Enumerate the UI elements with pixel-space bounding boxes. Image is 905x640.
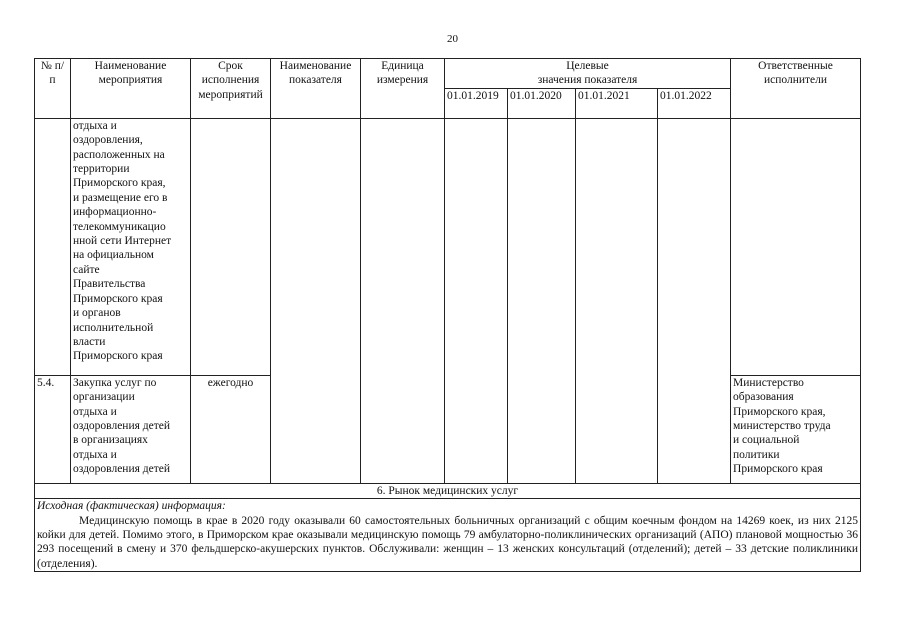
row-value-2022: [658, 118, 731, 483]
row-value-2021: [576, 118, 658, 483]
header-num: № п/ п: [35, 59, 71, 119]
row-value-2019: [445, 118, 508, 483]
header-term: Срок исполнения мероприятий: [191, 59, 271, 119]
row-unit: [361, 118, 445, 483]
row-num: 5.4.: [35, 375, 71, 483]
row-name: отдыха и оздоровления, расположенных на территории Приморского края, и размещение его в информационно- телекоммуникацио нной сети Интернет на официальном сайте Правительства Приморского края и органов исполнительной власти Приморского края: [71, 118, 191, 375]
info-block: [35, 499, 861, 572]
row-indicator: [271, 118, 361, 483]
row-value-2020: [508, 118, 576, 483]
header-date-2022: 01.01.2022: [658, 88, 731, 118]
info-title: Исходная (фактическая) информация:: [37, 500, 226, 513]
header-date-2021: 01.01.2021: [576, 88, 658, 118]
row-term: ежегодно: [191, 375, 271, 483]
row-responsible: [731, 118, 861, 375]
row-term: [191, 118, 271, 375]
row-responsible: Министерство образования Приморского края, министерство труда и социальной политики Приморского края: [731, 375, 861, 483]
header-indicator: Наименование показателя: [271, 59, 361, 119]
row-name: Закупка услуг по организации отдыха и оздоровления детей в организациях отдыха и оздоровления детей: [71, 375, 191, 483]
header-target: Целевые значения показателя: [445, 59, 731, 89]
header-date-2019: 01.01.2019: [445, 88, 508, 118]
header-unit: Единица измерения: [361, 59, 445, 119]
info-text: Медицинскую помощь в крае в 2020 году оказывали 60 самостоятельных больничных организаций с общим коечным фондом на 14269 коек, из них 2125 койки для детей. Помимо этого, в Приморском крае оказывали медицинскую помощь 79 амбулаторно-поликлинических организаций (АПО) плановой мощностью 36 293 посещений в смену и 370 фельдшерско-акушерских пунктов. Обслуживали: женщин – 13 женских консультаций (отделений); детей – 33 детские поликлиники (отделения).: [37, 514, 859, 570]
page-number: 20: [447, 33, 458, 45]
header-responsible: Ответственные исполнители: [731, 59, 861, 119]
header-date-2020: 01.01.2020: [508, 88, 576, 118]
row-num: [35, 118, 71, 375]
header-name: Наименование мероприятия: [71, 59, 191, 119]
measures-table: [34, 58, 861, 572]
section-title: 6. Рынок медицинских услуг: [35, 483, 861, 498]
